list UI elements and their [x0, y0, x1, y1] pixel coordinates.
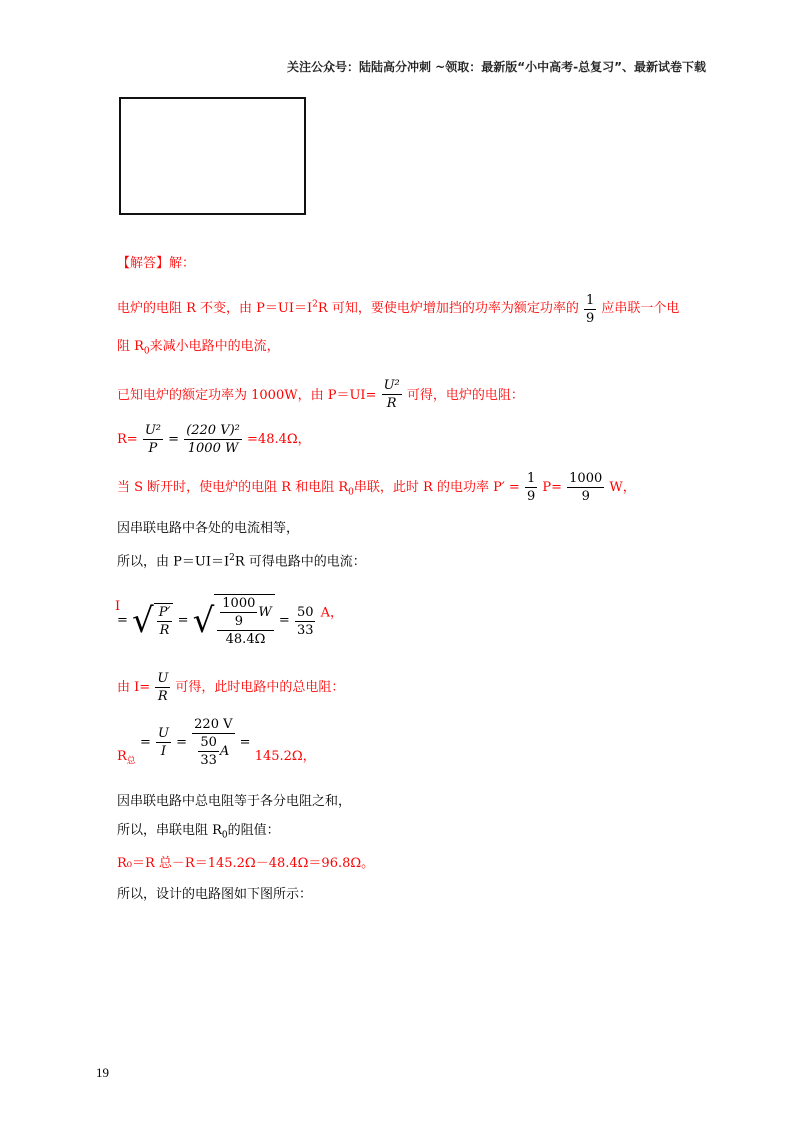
line-current-derivation: 所以，由 $P=UI=I^2R$ 可得电路中的电流：	[117, 553, 366, 570]
line-ohm-law: 由 I= $\frac{U}{R}$ 可得，此时电路中的总电阻：	[117, 671, 345, 704]
line-resistance-constant: 电炉的电阻 R 不变，由 $P=UI=I^2R$ 可知，要使电炉增加挡的功率为额定功率的 $\frac{1}{9}$ 应串联一个电	[117, 293, 680, 326]
line-switch-open: 当 S 断开时，使电炉的电阻 R 和电阻 $R_0$串联，此时 R 的电功率 P′ = $\frac{1}{9}$ P= $\frac{1000}{9}$ W，	[117, 471, 636, 504]
line-total-resistance: $R_总$ = $\frac{U}{I}$ = 220 V $\frac{50}{33}$ A = 145.2Ω，	[117, 717, 316, 768]
line-add-resistor: 阻 $R_0$来减小电路中的电流，	[117, 339, 280, 357]
line-resistance-calc: R= $\frac{\text{U²}}{P}$ = $\frac{\text{(220 V)²}}{1000 W}$ =48.4Ω，	[117, 423, 311, 456]
line-r0-value: 所以，串联电阻 $R_0$的阻值：	[117, 823, 280, 841]
circuit-diagram-frame	[119, 97, 306, 215]
page-header: 关注公众号：陆陆高分冲刺 ~领取：最新版“小中高考-总复习”、最新试卷下载	[287, 60, 706, 74]
line-r0-calc: R₀＝R 总－R＝145.2Ω－48.4Ω＝96.8Ω。	[117, 856, 375, 871]
line-circuit-design: 所以，设计的电路图如下图所示：	[117, 887, 313, 902]
line-rated-power: 已知电炉的额定功率为 1000W，由 P＝UI= $\frac{\text{U²}}{R}$ 可得，电炉的电阻：	[117, 378, 524, 411]
line-series-current: 因串联电路中各处的电流相等，	[117, 521, 300, 536]
line-series-sum: 因串联电路中总电阻等于各分电阻之和，	[117, 794, 352, 809]
answer-label: 【解答】解：	[117, 256, 196, 271]
page-number: 19	[96, 1065, 109, 1080]
